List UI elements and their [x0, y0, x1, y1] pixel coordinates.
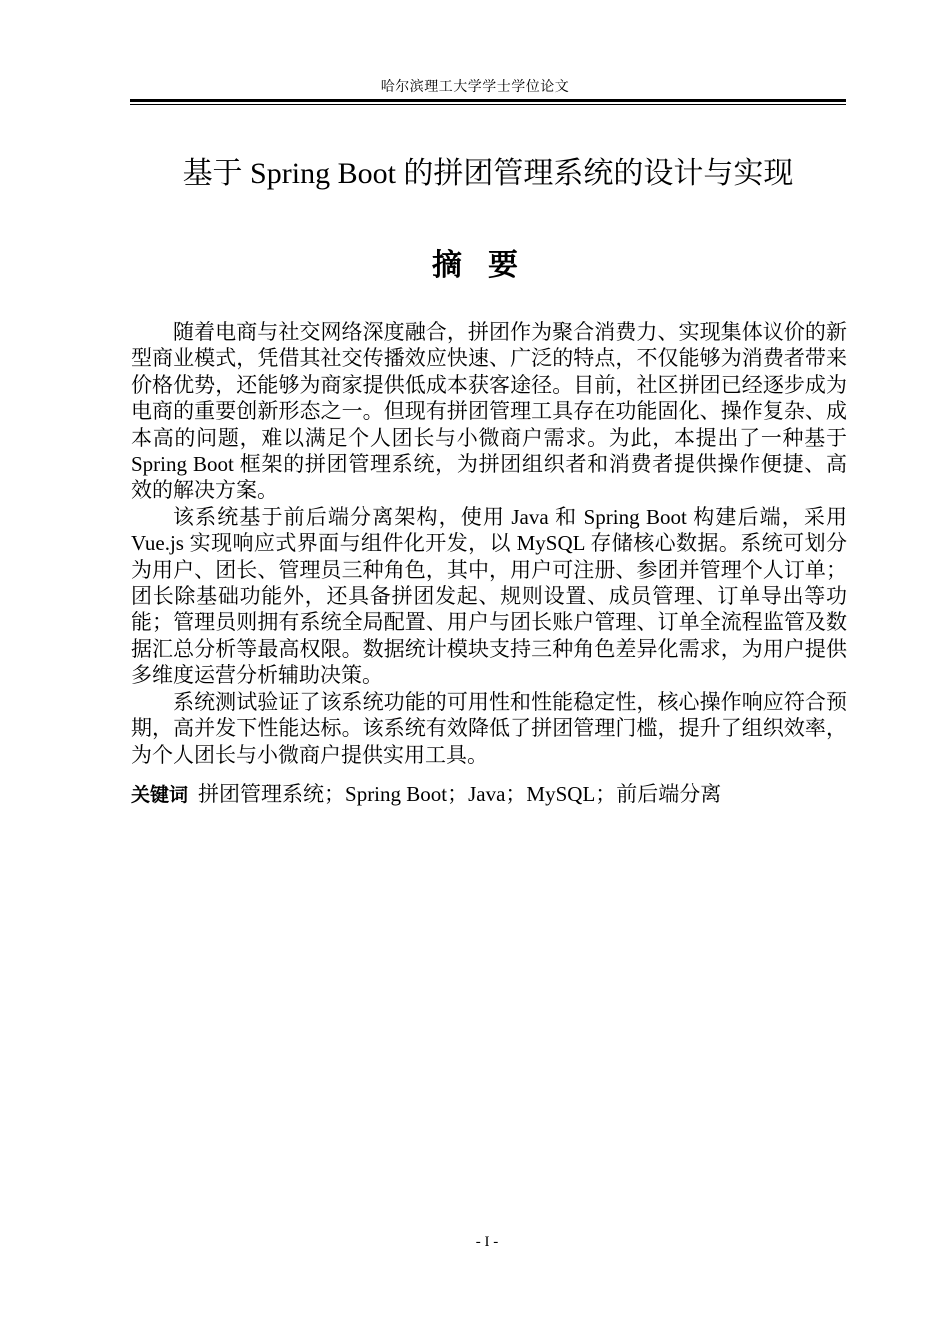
- keywords-value: 拼团管理系统；Spring Boot；Java；MySQL；前后端分离: [198, 782, 722, 806]
- abstract-paragraph-1: 随着电商与社交网络深度融合，拼团作为聚合消费力、实现集体议价的新型商业模式，凭借其社交传播效应快速、广泛的特点，不仅能够为消费者带来价格优势，还能够为商家提供低成本获客途径。目前，社区拼团已经逐步成为电商的重要创新形态之一。但现有拼团管理工具存在功能固化、操作复杂、成本高的问题，难以满足个人团长与小微商户需求。为此，本提出了一种基于 Spring Boot 框架的拼团管理系统，为拼团组织者和消费者提供操作便捷、高效的解决方案。: [131, 320, 847, 503]
- thesis-title: 基于 Spring Boot 的拼团管理系统的设计与实现: [182, 157, 794, 190]
- abstract-paragraph-2: 该系统基于前后端分离架构，使用 Java 和 Spring Boot 构建后端，采用 Vue.js 实现响应式界面与组件化开发，以 MySQL 存储核心数据。系统可划分为用户、团长、管理员三种角色，其中，用户可注册、参团并管理个人订单；团长除基础功能外，还具备拼团发起、规则设置、成员管理、订单导出等功能；管理员则拥有系统全局配置、用户与团长账户管理、订单全流程监管及数据汇总分析等最高权限。数据统计模块支持三种角色差异化需求，为用户提供多维度运营分析辅助决策。: [131, 504, 847, 688]
- running-header: 哈尔滨理工大学学士学位论文: [380, 80, 570, 95]
- page-number: - I -: [475, 1234, 499, 1250]
- keywords-line: [131, 780, 847, 809]
- abstract-heading: 摘要: [432, 248, 544, 283]
- header-rule-thick: [130, 99, 846, 102]
- abstract-body: [131, 319, 847, 768]
- header-rule-thin: [130, 104, 846, 105]
- abstract-paragraph-3: 系统测试验证了该系统功能的可用性和性能稳定性，核心操作响应符合预期，高并发下性能达标。该系统有效降低了拼团管理门槛，提升了组织效率，为个人团长与小微商户提供实用工具。: [131, 689, 847, 767]
- keywords-label: 关键词: [131, 784, 189, 806]
